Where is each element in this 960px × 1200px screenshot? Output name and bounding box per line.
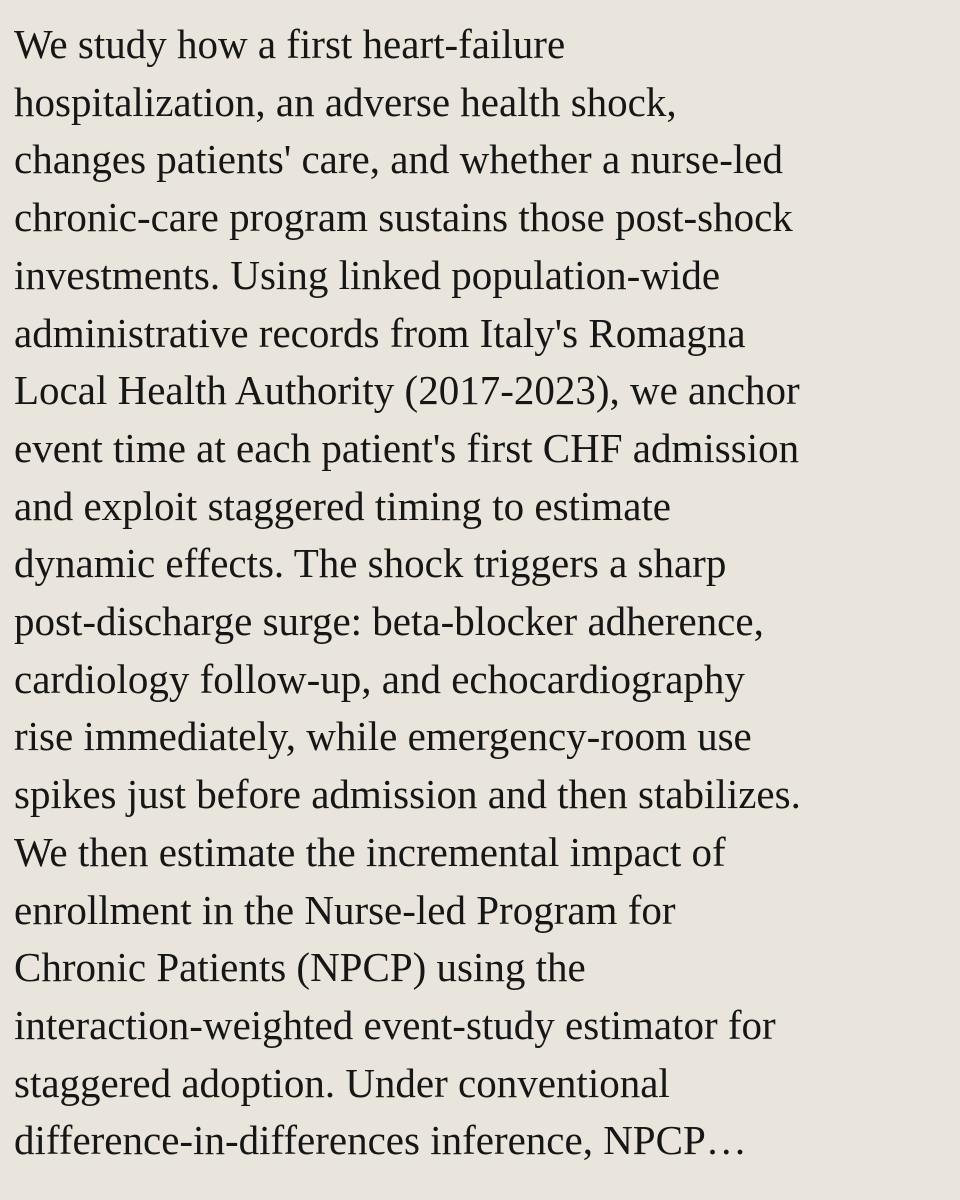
abstract-line: cardiology follow-up, and echocardiography — [14, 655, 745, 702]
abstract-line: post-discharge surge: beta-blocker adherence, — [14, 598, 764, 645]
abstract-line: We then estimate the incremental impact of — [14, 828, 726, 875]
abstract-line: chronic-care program sustains those post-shock — [14, 194, 793, 241]
abstract-line: interaction-weighted event-study estimator for — [14, 1001, 776, 1048]
abstract-line: staggered adoption. Under conventional — [14, 1059, 670, 1106]
abstract-line: dynamic effects. The shock triggers a sharp — [14, 540, 727, 587]
abstract-line: hospitalization, an adverse health shock, — [14, 78, 677, 125]
abstract-line: enrollment in the Nurse-led Program for — [14, 886, 676, 933]
abstract-line: difference-in-differences inference, NPCP… — [14, 1117, 747, 1164]
abstract-line: spikes just before admission and then stabilizes. — [14, 771, 801, 818]
abstract-text — [14, 16, 954, 1170]
abstract-line: administrative records from Italy's Romagna — [14, 309, 746, 356]
abstract-line: and exploit staggered timing to estimate — [14, 482, 671, 529]
abstract-line: Chronic Patients (NPCP) using the — [14, 944, 586, 991]
abstract-line: Local Health Authority (2017-2023), we anchor — [14, 367, 800, 414]
abstract-line: investments. Using linked population-wide — [14, 251, 721, 298]
abstract-line: rise immediately, while emergency-room use — [14, 713, 752, 760]
abstract-line: We study how a first heart-failure — [14, 21, 566, 67]
abstract-line: event time at each patient's first CHF admission — [14, 424, 800, 471]
abstract-line: changes patients' care, and whether a nurse-led — [14, 136, 783, 183]
